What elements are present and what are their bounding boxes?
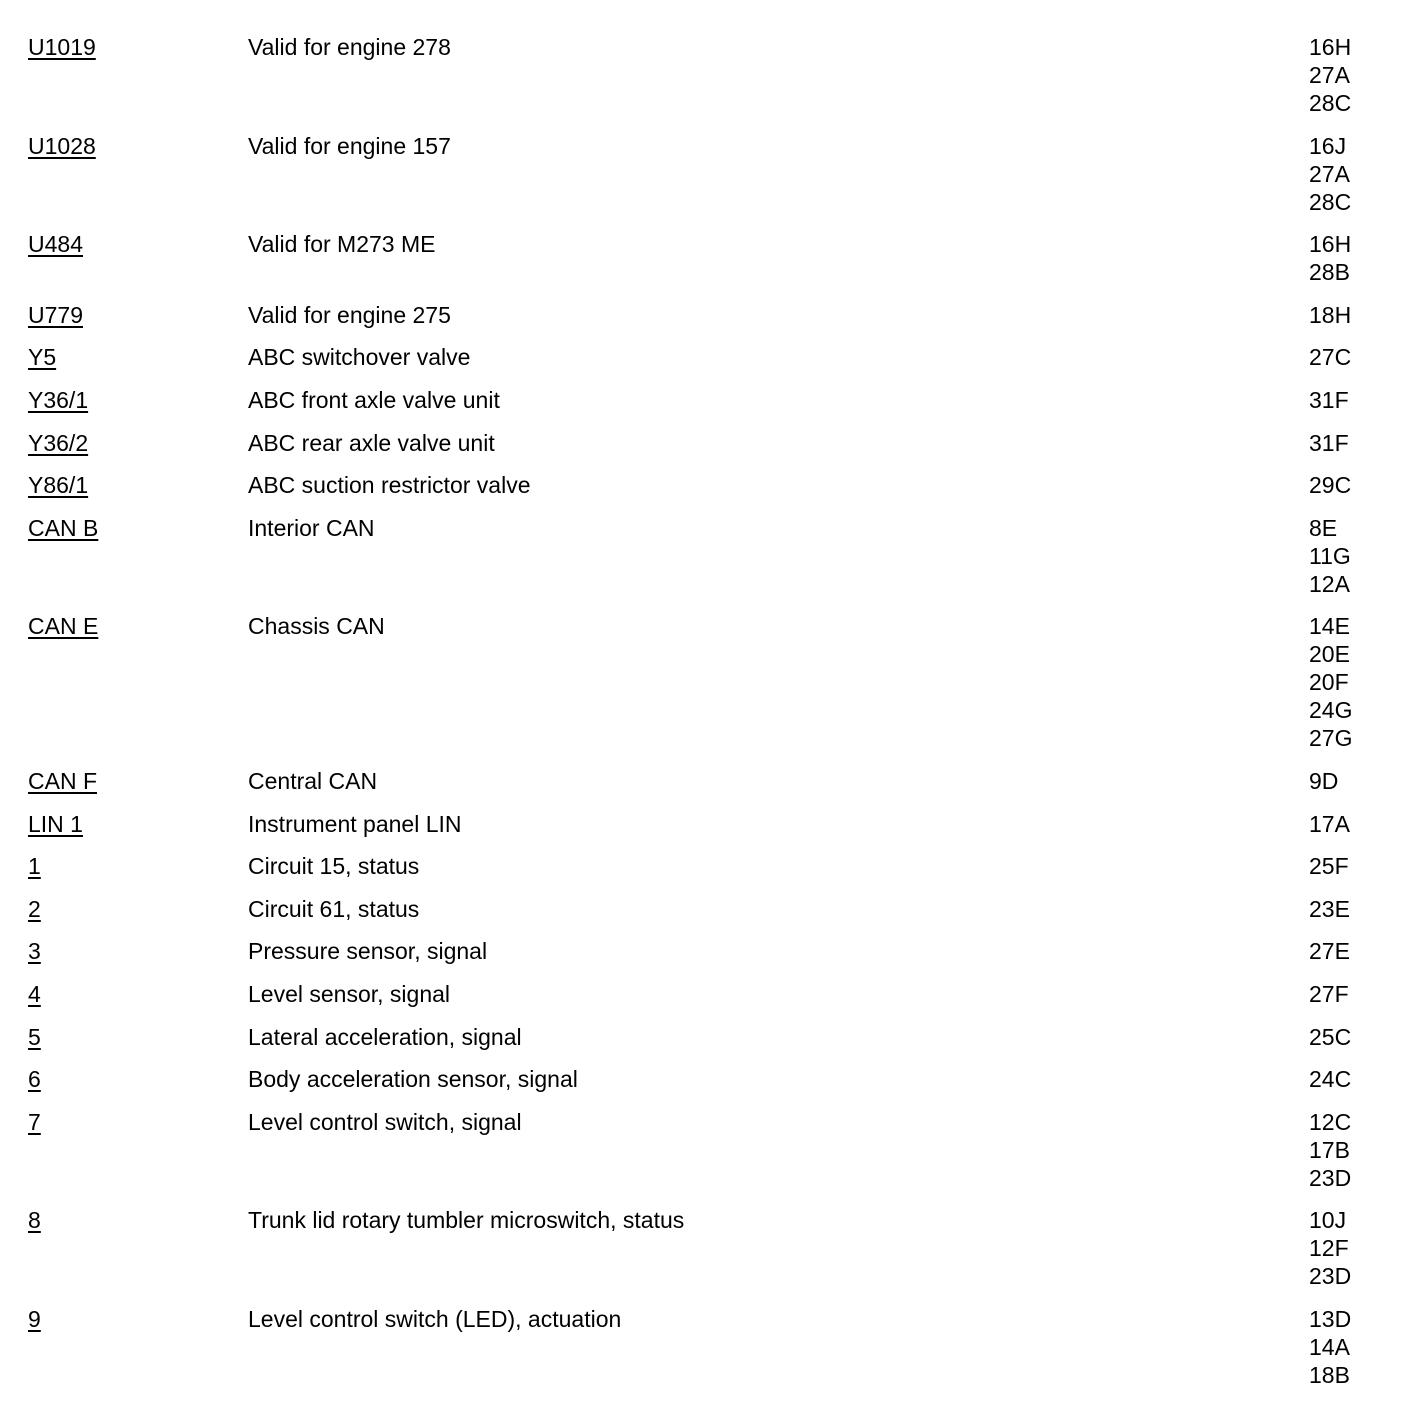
component-description: Chassis CAN [248,613,385,640]
component-code-link[interactable]: Y36/1 [28,386,89,413]
component-code-link[interactable]: U1019 [28,34,96,60]
component-code-link[interactable]: 5 [28,1023,41,1050]
component-code-link[interactable]: Y5 [28,344,57,371]
component-code-link[interactable]: 1 [28,853,41,880]
grid-reference: 31F [1309,386,1349,413]
grid-reference-list [1309,1305,1351,1389]
legend-row [0,514,1408,598]
component-description: Trunk lid rotary tumbler microswitch, status [248,1207,685,1234]
component-code-link[interactable]: 4 [28,980,41,1007]
grid-reference: 14E [1309,613,1350,640]
grid-reference-list [1309,1065,1351,1093]
legend-row [0,471,1408,499]
grid-reference: 31F [1309,429,1349,456]
grid-reference: 25F [1309,853,1349,880]
grid-reference-list [1309,471,1351,499]
grid-reference-list [1309,980,1349,1008]
grid-reference: 24G [1309,697,1353,724]
grid-reference: 16H [1309,231,1352,258]
legend-row [0,1305,1408,1389]
component-code-link[interactable]: U779 [28,301,83,328]
component-code-link[interactable]: U1028 [28,132,96,159]
grid-reference: 20E [1309,641,1350,668]
component-description: Level control switch, signal [248,1108,522,1135]
grid-reference-list [1309,301,1351,329]
grid-reference-list [1309,386,1349,414]
component-description: Circuit 15, status [248,853,420,880]
legend-row [0,1108,1408,1192]
grid-reference: 11G [1309,542,1351,569]
grid-reference: 8E [1309,514,1338,541]
component-description: Valid for engine 278 [248,34,451,60]
legend-row [0,429,1408,457]
legend-row [0,1023,1408,1051]
component-description: Level sensor, signal [248,980,451,1007]
grid-reference-list [1309,1108,1351,1192]
component-description: ABC front axle valve unit [248,386,500,413]
component-description: Lateral acceleration, signal [248,1023,522,1050]
grid-reference: 23D [1309,1164,1352,1191]
grid-reference: 27A [1309,160,1350,187]
grid-reference: 25C [1309,1023,1352,1050]
legend-table [0,33,1408,1403]
component-description: Interior CAN [248,514,375,541]
legend-row [0,132,1408,216]
legend-row [0,612,1408,752]
component-code-link[interactable]: CAN B [28,514,99,541]
grid-reference-list [1309,132,1351,216]
component-description: ABC rear axle valve unit [248,429,495,456]
grid-reference: 23D [1309,1263,1352,1290]
component-code-link[interactable]: Y36/2 [28,429,89,456]
component-description: Instrument panel LIN [248,810,462,837]
legend-row [0,810,1408,838]
grid-reference: 28B [1309,259,1350,286]
legend-row [0,852,1408,880]
component-code-link[interactable]: U484 [28,231,83,258]
legend-row [0,386,1408,414]
grid-reference-list [1309,810,1350,838]
legend-row [0,301,1408,329]
grid-reference-list [1309,895,1350,923]
grid-reference: 27F [1309,980,1349,1007]
grid-reference: 20F [1309,669,1349,696]
legend-row [0,33,1408,117]
grid-reference: 18H [1309,301,1352,328]
grid-reference: 28C [1309,188,1352,215]
grid-reference-list [1309,1206,1351,1290]
grid-reference: 23E [1309,895,1350,922]
grid-reference: 27G [1309,725,1353,752]
grid-reference: 13D [1309,1305,1352,1332]
legend-row [0,767,1408,795]
component-code-link[interactable]: CAN F [28,767,97,794]
component-description: ABC suction restrictor valve [248,472,531,499]
grid-reference: 29C [1309,472,1352,499]
grid-reference-list [1309,767,1338,795]
grid-reference: 27E [1309,938,1350,965]
component-description: Valid for engine 275 [248,301,451,328]
component-code-link[interactable]: 9 [28,1305,41,1332]
grid-reference: 12C [1309,1108,1352,1135]
grid-reference: 27A [1309,62,1350,88]
component-code-link[interactable]: 7 [28,1108,41,1135]
grid-reference: 9D [1309,767,1339,794]
grid-reference-list [1309,230,1351,286]
legend-row [0,230,1408,286]
grid-reference: 27C [1309,344,1352,371]
component-code-link[interactable]: CAN E [28,613,99,640]
component-code-link[interactable]: 2 [28,895,41,922]
grid-reference: 12A [1309,570,1350,597]
grid-reference: 18B [1309,1361,1350,1388]
grid-reference: 17B [1309,1136,1350,1163]
legend-row [0,980,1408,1008]
grid-reference-list [1309,852,1349,880]
grid-reference-list [1309,1023,1351,1051]
component-description: Valid for engine 157 [248,132,451,159]
legend-row [0,937,1408,965]
legend-row [0,895,1408,923]
component-code-link[interactable]: 8 [28,1207,41,1234]
grid-reference: 16J [1309,132,1347,159]
component-description: Valid for M273 ME [248,231,436,258]
component-description: Body acceleration sensor, signal [248,1066,578,1093]
grid-reference: 14A [1309,1333,1350,1360]
component-description: Central CAN [248,767,378,794]
grid-reference-list [1309,514,1351,598]
grid-reference-list [1309,937,1350,965]
legend-row [0,1065,1408,1093]
component-code-link[interactable]: 3 [28,938,41,965]
component-description: Level control switch (LED), actuation [248,1305,622,1332]
grid-reference: 12F [1309,1235,1349,1262]
grid-reference-list [1309,33,1351,117]
component-code-link[interactable]: 6 [28,1066,41,1093]
component-description: Pressure sensor, signal [248,938,488,965]
grid-reference: 17A [1309,810,1350,837]
grid-reference: 28C [1309,90,1352,116]
legend-row [0,1206,1408,1290]
component-code-link[interactable]: Y86/1 [28,472,89,499]
grid-reference-list [1309,429,1349,457]
grid-reference: 24C [1309,1066,1352,1093]
component-code-link[interactable]: LIN 1 [28,810,83,837]
component-description: Circuit 61, status [248,895,420,922]
legend-row [0,343,1408,371]
grid-reference-list [1309,343,1351,371]
component-description: ABC switchover valve [248,344,471,371]
grid-reference: 10J [1309,1207,1347,1234]
grid-reference: 16H [1309,34,1352,60]
grid-reference-list [1309,612,1352,752]
